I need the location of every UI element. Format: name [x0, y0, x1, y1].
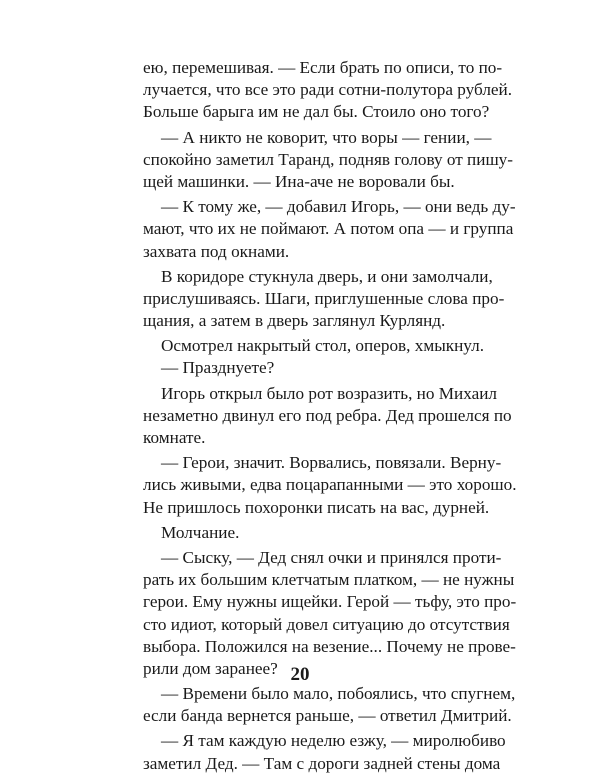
- text-line: — Празднуете?: [161, 358, 275, 378]
- text-line: щей машинки. — Ина-аче не воровали бы.: [143, 171, 455, 191]
- text-line: Больше барыга им не дал бы. Стоило оно того?: [143, 102, 490, 122]
- text-line: — Герои, значит. Ворвались, повязали. Верну-: [161, 453, 502, 473]
- text-line: — А никто не коворит, что воры — гении, —: [161, 127, 492, 147]
- text-line: прислушиваясь. Шаги, приглушенные слова про-: [143, 288, 505, 308]
- text-line: лись живыми, едва поцарапанными — это хорошо.: [143, 475, 517, 495]
- text-line: выбора. Положился на везение... Почему не прове-: [143, 636, 516, 656]
- text-line: захвата под окнами.: [143, 241, 290, 261]
- text-line: рили дом заранее?: [143, 658, 278, 678]
- text-line: герои. Ему нужны ищейки. Герой — тьфу, это про-: [143, 592, 517, 612]
- text-line: мают, что их не поймают. А потом опа — и группа: [143, 219, 514, 239]
- text-line: сто идиот, который довел ситуацию до отсутствия: [143, 614, 510, 634]
- text-line: Игорь открыл было рот возразить, но Михаил: [161, 383, 498, 403]
- text-line: — Я там каждую неделю езжу, — миролюбиво: [161, 731, 506, 751]
- text-line: комнате.: [143, 428, 206, 447]
- text-line: — Времени было мало, побоялись, что спугнем,: [161, 684, 516, 704]
- text-line: Осмотрел накрытый стол, оперов, хмыкнул.: [161, 336, 485, 356]
- text-line: лучается, что все это ради сотни-полутора рублей.: [143, 80, 513, 100]
- text-line: В коридоре стукнула дверь, и они замолчали,: [161, 266, 493, 286]
- text-line: незаметно двинул его под ребра. Дед прошелся по: [143, 405, 512, 425]
- page-number: 20: [290, 664, 310, 685]
- text-line: если банда вернется раньше, — ответил Дмитрий.: [143, 706, 512, 726]
- text-line: — Сыску, — Дед снял очки и принялся проти-: [161, 547, 502, 567]
- text-line: ею, перемешивая. — Если брать по описи, то по-: [143, 58, 503, 77]
- text-line: рать их большим клетчатым платком, — не нужны: [143, 570, 515, 590]
- text-line: щания, а затем в дверь заглянул Курлянд.: [143, 311, 446, 331]
- text-line: Не пришлось похоронки писать на вас, дурней.: [143, 497, 490, 517]
- text-line: заметил Дед. — Там с дороги задней стены дома: [143, 753, 501, 773]
- text-line: Молчание.: [161, 522, 240, 542]
- text-line: — К тому же, — добавил Игорь, — они ведь ду-: [161, 197, 516, 217]
- text-line: спокойно заметил Таранд, подняв голову от пишу-: [143, 149, 513, 169]
